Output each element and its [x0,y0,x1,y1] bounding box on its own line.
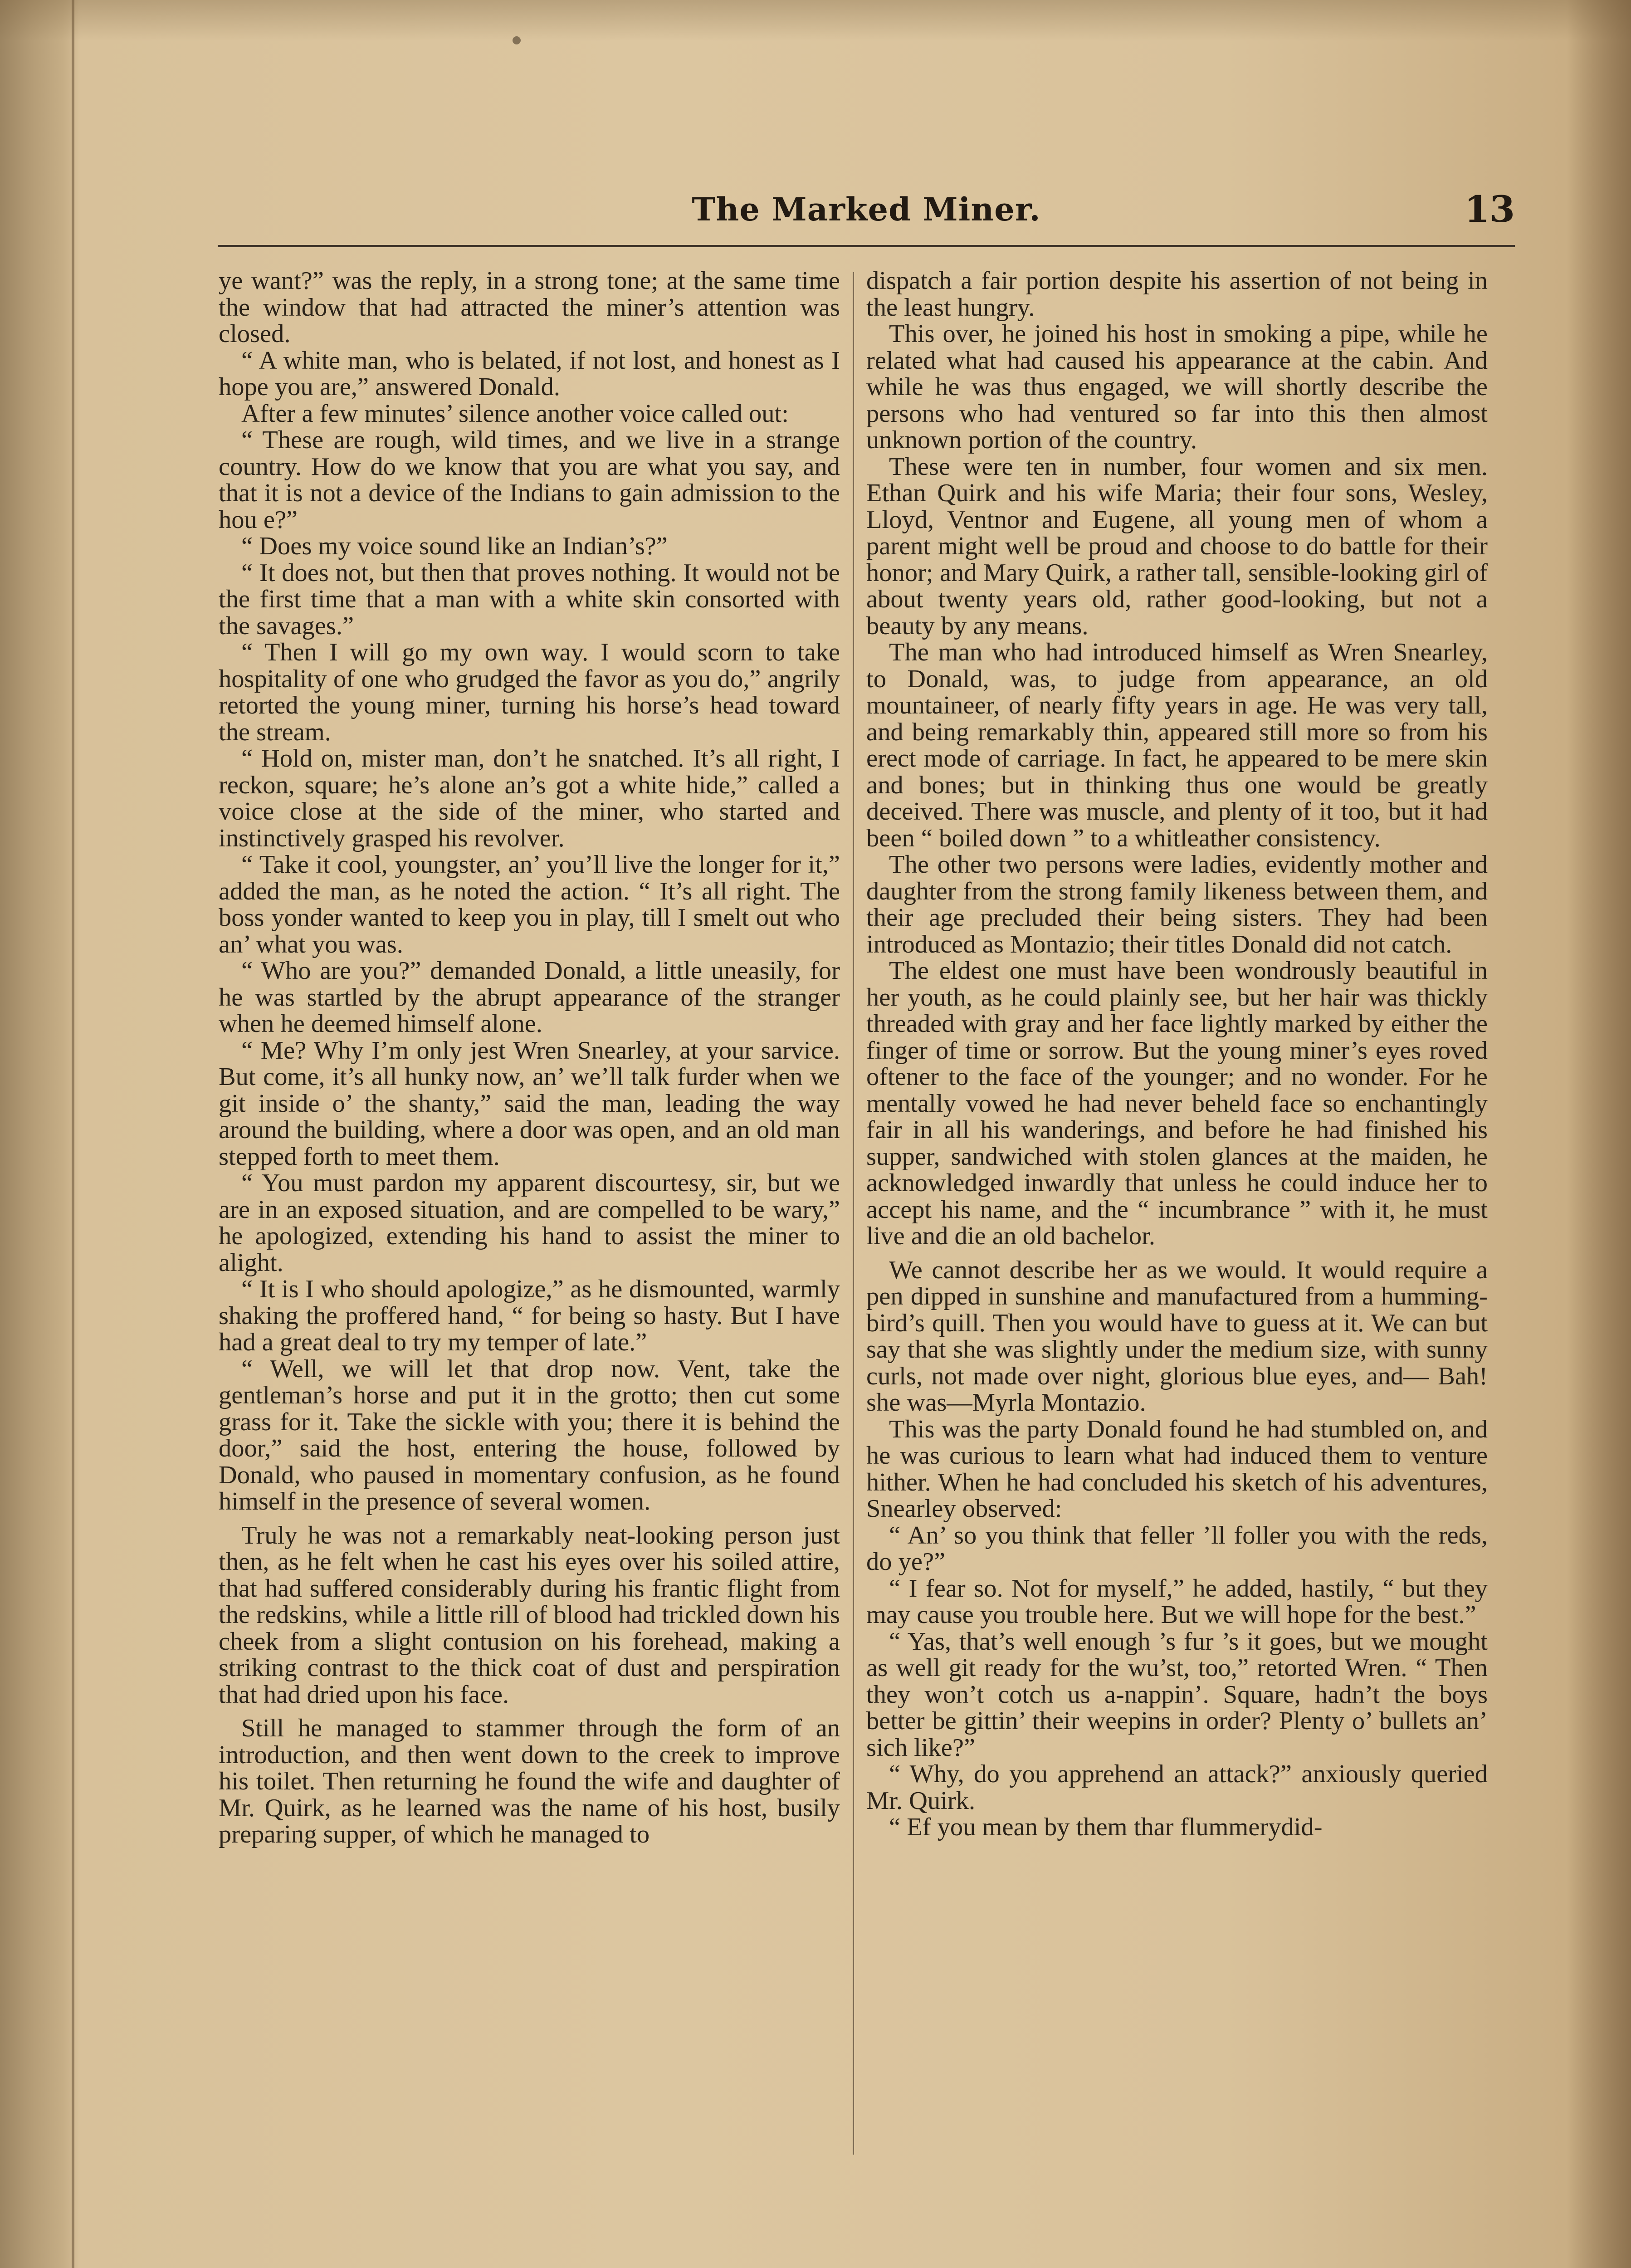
paragraph: Still he managed to stammer through the form of an introduction, and then went down to the creek to improve his toilet. Then returning he found the wife and daughter of Mr. Quirk, as he learned was the name of his host, busily preparing supper, of which he managed to [219,1714,840,1848]
right-edge-shadow [1568,0,1631,2268]
column-divider [853,272,854,2155]
paragraph: “ Yas, that’s well enough ’s fur ’s it goes, but we mought as well git ready for the wu’st, too,” retorted Wren. “ Then they won’t cotch us a-nappin’. Square, hadn’t the boys better be gittin’ their weepins in order? Plenty o’ bullets an’ sich like?” [866,1627,1488,1762]
paragraph: “ These are rough, wild times, and we live in a strange country. How do we know that you are what you say, and that it is not a device of the Indians to gain admission to the hou e?” [219,426,840,534]
paragraph: “ Ef you mean by them thar flummerydid- [889,1813,1323,1841]
right-column [866,268,1488,2173]
paragraph: “ A white man, who is belated, if not lost, and honest as I hope you are,” answered Donald. [219,346,840,401]
ink-spot [513,36,521,44]
top-edge-shadow [0,0,1631,41]
paragraph: “ Hold on, mister man, don’t he snatched. It’s all right, I reckon, square; he’s alone an’s got a white hide,” called a voice close at the side of the miner, who started and instinctively grasped his revolver. [219,744,840,852]
paragraph: “ Me? Why I’m only jest Wren Snearley, at your sarvice. But come, it’s all hunky now, an’ we’ll talk furder when we git inside o’ the shanty,” said the man, leading the way around the building, where a door was open, and an old man stepped forth to meet them. [219,1036,840,1171]
paragraph: “ An’ so you think that feller ’ll foller you with the reds, do ye?” [866,1521,1488,1576]
paragraph: “ Does my voice sound like an Indian’s?” [241,532,668,560]
page-header [218,188,1515,245]
paragraph: These were ten in number, four women and six men. Ethan Quirk and his wife Maria; their four sons, Wesley, Lloyd, Ventnor and Eugene, all young men of whom a parent might well be proud and choose to do battle for their honor; and Mary Quirk, a rather tall, sensible-looking girl of about twenty years old, rather good-looking, but not a beauty by any means. [866,452,1488,640]
page-number: 13 [1464,188,1515,230]
paragraph: “ It is I who should apologize,” as he dismounted, warmly shaking the proffered hand, “ for being so hasty. But I have had a great deal to try my temper of late.” [219,1275,840,1356]
binding-fold-line [72,0,74,2268]
running-title: The Marked Miner. [692,191,1041,228]
header-rule [218,245,1515,247]
paragraph: “ Then I will go my own way. I would scorn to take hospitality of one who grudged the favor as you do,” angrily retorted the young miner, turning his horse’s head toward the stream. [219,638,840,746]
paragraph: This over, he joined his host in smoking a pipe, while he related what had caused his appearance at the cabin. And while he was thus engaged, we will shortly describe the persons who had ventured so far into this then almost unknown portion of the country. [866,320,1488,454]
left-column [219,268,840,2173]
paragraph: The man who had introduced himself as Wren Snearley, to Donald, was, to judge from appearance, an old mountaineer, of nearly fifty years in age. He was very tall, and being remarkably thin, appeared still more so from his erect mode of carriage. In fact, he appeared to be mere skin and bones; but in thinking thus one would be greatly deceived. There was muscle, and plenty of it too, but it had been “ boiled down ” to a whitleather consistency. [866,638,1488,852]
paragraph: After a few minutes’ silence another voice called out: [241,399,789,428]
paragraph: Truly he was not a remarkably neat-looking person just then, as he felt when he cast his eyes over his soiled attire, that had suffered considerably during his frantic flight from the redskins, while a little rill of blood had trickled down his cheek from a slight contusion on his forehead, making a striking contrast to the thick coat of dust and perspiration that had dried upon his face. [219,1521,840,1709]
paragraph: We cannot describe her as we would. It would require a pen dipped in sunshine and manufactured from a humming-bird’s quill. Then you would have to guess at it. We can but say that she was slightly under the medium size, with sunny curls, not made over night, glorious blue eyes, and— Bah! she was—Myrla Montazio. [866,1256,1488,1417]
paragraph: “ It does not, but then that proves nothing. It would not be the first time that a man with a white skin consorted with the savages.” [219,558,840,640]
paragraph: “ Who are you?” demanded Donald, a little uneasily, for he was startled by the abrupt appearance of the stranger when he deemed himself alone. [219,957,840,1038]
paragraph: The eldest one must have been wondrously beautiful in her youth, as he could plainly see, but her hair was thickly threaded with gray and her face lightly marked by either the finger of time or sorrow. But the young miner’s eyes roved oftener to the face of the younger; and no wonder. For he mentally vowed he had never beheld face so enchantingly fair in all his wanderings, and before he had finished his supper, sandwiched with stolen glances at the maiden, he acknowledged inwardly that unless he could induce her to accept his name, and the “ incumbrance ” with it, he must live and die an old bachelor. [866,957,1488,1250]
paragraph: “ You must pardon my apparent discourtesy, sir, but we are in an exposed situation, and are compelled to be wary,” he apologized, extending his hand to assist the miner to alight. [219,1169,840,1277]
paragraph: The other two persons were ladies, evidently mother and daughter from the strong family likeness between them, and their age precluded their being sisters. They had been introduced as Montazio; their titles Donald did not catch. [866,850,1488,958]
page-gutter [0,0,79,2268]
paragraph: dispatch a fair portion despite his assertion of not being in the least hungry. [866,268,1488,322]
paragraph: “ Take it cool, youngster, an’ you’ll live the longer for it,” added the man, as he noted the action. “ It’s all right. The boss yonder wanted to keep you in play, till I smelt out who an’ what you was. [219,850,840,958]
paragraph: “ Why, do you apprehend an attack?” anxiously queried Mr. Quirk. [866,1760,1488,1815]
paragraph: “ I fear so. Not for myself,” he added, hastily, “ but they may cause you trouble here. But we will hope for the best.” [866,1574,1488,1629]
paragraph: “ Well, we will let that drop now. Vent, take the gentleman’s horse and put it in the grotto; then cut some grass for it. Take the sickle with you; there it is behind the door,” said the host, entering the house, followed by Donald, who paused in momentary confusion, as he found himself in the presence of several women. [219,1354,840,1515]
paragraph: This was the party Donald found he had stumbled on, and he was curious to learn what had induced them to venture hither. When he had concluded his sketch of his adventures, Snearley observed: [866,1415,1488,1523]
paragraph: ye want?” was the reply, in a strong tone; at the same time the window that had attracted the miner’s attention was closed. [219,268,840,348]
